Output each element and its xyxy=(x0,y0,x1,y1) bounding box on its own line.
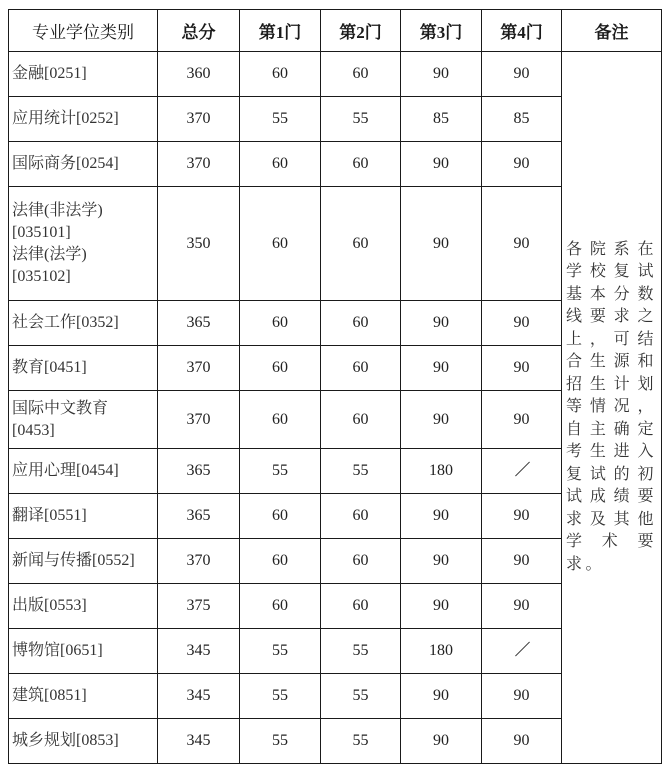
total-cell: 350 xyxy=(158,187,240,301)
not-applicable-slash-icon xyxy=(514,461,530,477)
total-cell: 370 xyxy=(158,97,240,142)
subject-4-cell: 90 xyxy=(482,187,562,301)
subject-1-cell: 60 xyxy=(240,142,321,187)
subject-3-cell: 90 xyxy=(401,187,482,301)
category-cell: 翻译[0551] xyxy=(9,494,158,539)
subject-1-cell: 60 xyxy=(240,187,321,301)
subject-2-cell: 60 xyxy=(321,539,401,584)
category-cell: 社会工作[0352] xyxy=(9,301,158,346)
header-subject-2: 第2门 xyxy=(321,10,401,52)
subject-4-cell: 90 xyxy=(482,674,562,719)
subject-3-cell: 90 xyxy=(401,719,482,764)
header-row xyxy=(9,10,662,52)
subject-4-cell: 90 xyxy=(482,584,562,629)
header-total: 总分 xyxy=(158,10,240,52)
subject-2-cell: 60 xyxy=(321,301,401,346)
subject-4-cell xyxy=(482,629,562,674)
category-cell: 金融[0251] xyxy=(9,52,158,97)
subject-1-cell: 60 xyxy=(240,391,321,449)
header-category: 专业学位类别 xyxy=(9,10,158,52)
subject-2-cell: 55 xyxy=(321,97,401,142)
subject-3-cell: 90 xyxy=(401,142,482,187)
header-subject-1: 第1门 xyxy=(240,10,321,52)
subject-4-cell: 90 xyxy=(482,346,562,391)
score-table xyxy=(8,9,662,764)
total-cell: 370 xyxy=(158,346,240,391)
subject-1-cell: 60 xyxy=(240,346,321,391)
subject-1-cell: 55 xyxy=(240,629,321,674)
total-cell: 375 xyxy=(158,584,240,629)
subject-1-cell: 60 xyxy=(240,539,321,584)
subject-2-cell: 60 xyxy=(321,187,401,301)
header-subject-3: 第3门 xyxy=(401,10,482,52)
category-cell xyxy=(9,391,158,449)
subject-2-cell: 60 xyxy=(321,142,401,187)
note-cell: 各院系在学校复试基本分数线要求之上，可结合生源和招生计划等情况，自主确定考生进入复试的初试成绩要求及其他学术要求。 xyxy=(562,52,662,764)
subject-3-cell: 90 xyxy=(401,674,482,719)
category-cell: 应用统计[0252] xyxy=(9,97,158,142)
subject-4-cell xyxy=(482,449,562,494)
subject-1-cell: 55 xyxy=(240,97,321,142)
category-cell: 建筑[0851] xyxy=(9,674,158,719)
total-cell: 345 xyxy=(158,629,240,674)
subject-1-cell: 55 xyxy=(240,719,321,764)
category-line: [035102] xyxy=(12,267,71,285)
category-cell: 城乡规划[0853] xyxy=(9,719,158,764)
total-cell: 360 xyxy=(158,52,240,97)
subject-3-cell: 90 xyxy=(401,301,482,346)
subject-2-cell: 55 xyxy=(321,719,401,764)
subject-4-cell: 90 xyxy=(482,494,562,539)
subject-2-cell: 60 xyxy=(321,584,401,629)
total-cell: 365 xyxy=(158,449,240,494)
category-cell: 博物馆[0651] xyxy=(9,629,158,674)
subject-2-cell: 60 xyxy=(321,494,401,539)
category-line: 法律(非法学) xyxy=(12,201,103,219)
category-cell: 新闻与传播[0552] xyxy=(9,539,158,584)
subject-3-cell: 90 xyxy=(401,494,482,539)
subject-1-cell: 60 xyxy=(240,52,321,97)
subject-3-cell: 180 xyxy=(401,629,482,674)
category-line: [035101] xyxy=(12,223,71,241)
subject-4-cell: 90 xyxy=(482,301,562,346)
total-cell: 345 xyxy=(158,674,240,719)
category-cell: 出版[0553] xyxy=(9,584,158,629)
total-cell: 370 xyxy=(158,142,240,187)
total-cell: 345 xyxy=(158,719,240,764)
total-cell: 370 xyxy=(158,539,240,584)
category-cell: 教育[0451] xyxy=(9,346,158,391)
subject-2-cell: 60 xyxy=(321,52,401,97)
subject-1-cell: 55 xyxy=(240,449,321,494)
category-line: [0453] xyxy=(12,421,55,439)
total-cell: 370 xyxy=(158,391,240,449)
subject-4-cell: 90 xyxy=(482,539,562,584)
subject-3-cell: 90 xyxy=(401,391,482,449)
subject-2-cell: 55 xyxy=(321,449,401,494)
subject-3-cell: 90 xyxy=(401,52,482,97)
subject-2-cell: 55 xyxy=(321,629,401,674)
header-note: 备注 xyxy=(562,10,662,52)
subject-1-cell: 60 xyxy=(240,584,321,629)
subject-3-cell: 90 xyxy=(401,346,482,391)
total-cell: 365 xyxy=(158,494,240,539)
category-cell xyxy=(9,187,158,301)
subject-2-cell: 55 xyxy=(321,674,401,719)
subject-4-cell: 90 xyxy=(482,142,562,187)
table-row xyxy=(9,52,662,97)
subject-2-cell: 60 xyxy=(321,346,401,391)
not-applicable-slash-icon xyxy=(514,641,530,657)
subject-3-cell: 180 xyxy=(401,449,482,494)
subject-4-cell: 85 xyxy=(482,97,562,142)
category-cell: 应用心理[0454] xyxy=(9,449,158,494)
subject-3-cell: 90 xyxy=(401,539,482,584)
subject-2-cell: 60 xyxy=(321,391,401,449)
category-line: 国际中文教育 xyxy=(12,399,109,417)
subject-3-cell: 85 xyxy=(401,97,482,142)
total-cell: 365 xyxy=(158,301,240,346)
subject-4-cell: 90 xyxy=(482,52,562,97)
subject-4-cell: 90 xyxy=(482,391,562,449)
subject-1-cell: 55 xyxy=(240,674,321,719)
subject-1-cell: 60 xyxy=(240,494,321,539)
category-line: 法律(法学) xyxy=(12,245,87,263)
subject-1-cell: 60 xyxy=(240,301,321,346)
header-subject-4: 第4门 xyxy=(482,10,562,52)
category-cell: 国际商务[0254] xyxy=(9,142,158,187)
subject-4-cell: 90 xyxy=(482,719,562,764)
subject-3-cell: 90 xyxy=(401,584,482,629)
